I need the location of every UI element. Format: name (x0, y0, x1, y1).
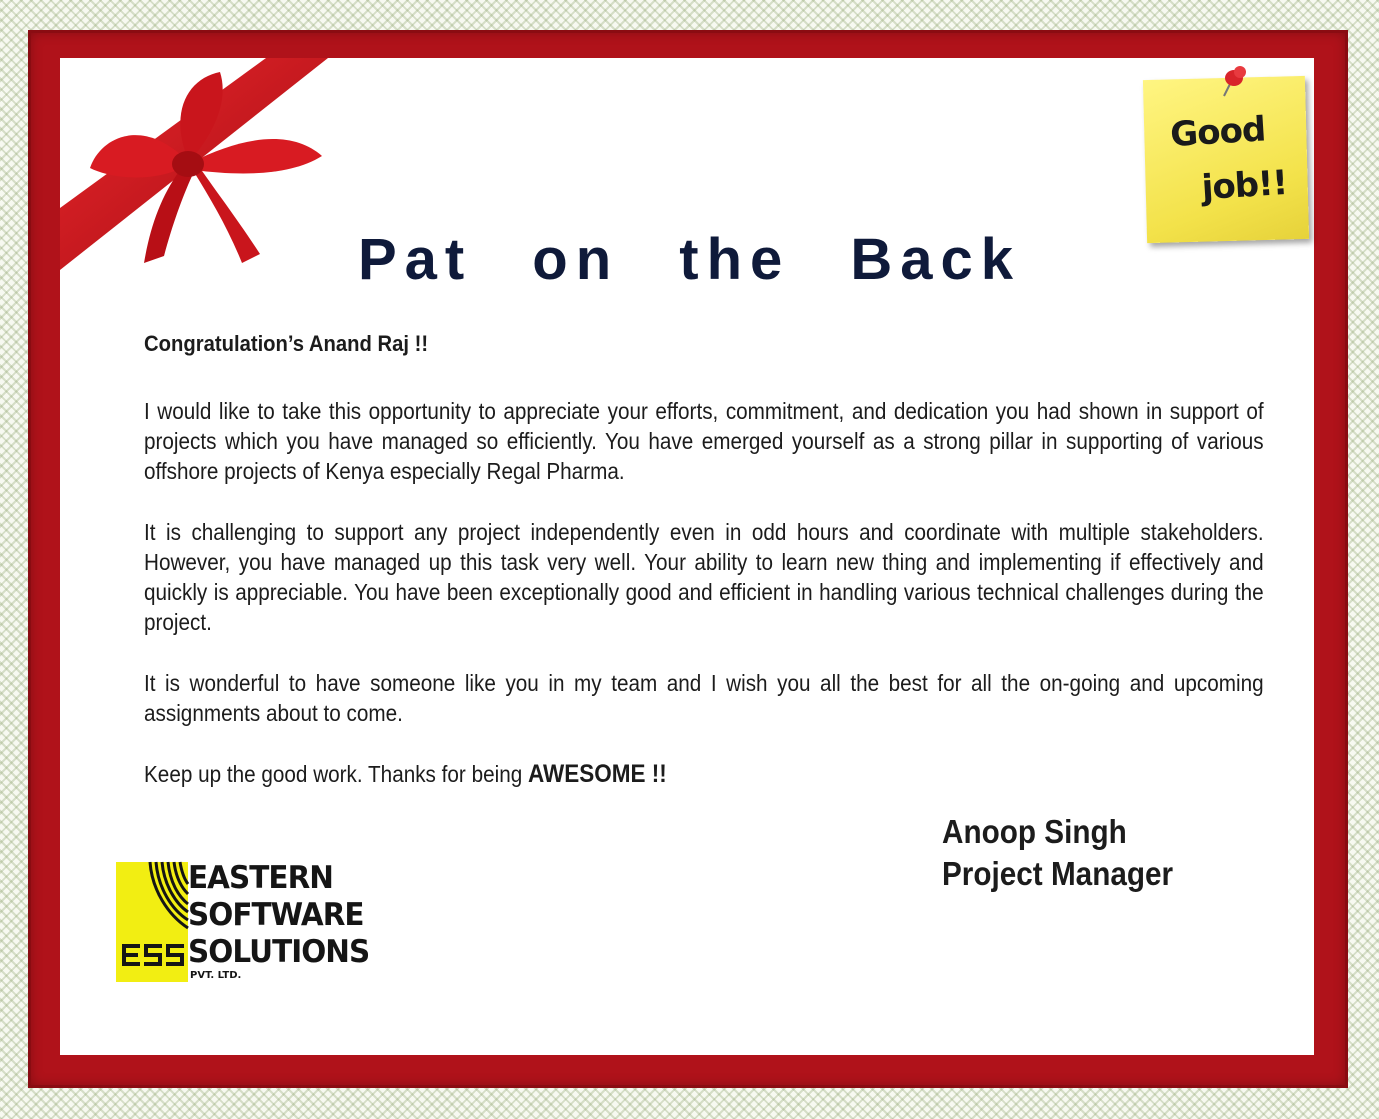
company-logo (116, 860, 388, 984)
signer-role: Project Manager (942, 855, 1174, 892)
logo-suffix: PVT. LTD. (190, 970, 242, 981)
signer-name: Anoop Singh (942, 813, 1127, 850)
pushpin-icon (1218, 64, 1250, 98)
page-title: Pat on the Back (357, 227, 1022, 292)
logo-line-software: SOFTWARE (188, 897, 364, 933)
closing-text: Keep up the good work. Thanks for being (144, 761, 528, 787)
closing-emphasis: AWESOME !! (527, 760, 667, 788)
good-job-sticky-note (1143, 76, 1309, 243)
paragraph-1: I would like to take this opportunity to appreciate your efforts, commitment, and dedication you had shown in support of projects which you have managed so efficiently. You have emerged yourself as a strong pillar in supporting of various offshore projects of Kenya especially Regal Pharma. (144, 398, 1264, 484)
logo-line-solutions: SOLUTIONS (188, 934, 370, 970)
sticky-note-line2: job!! (1200, 162, 1289, 209)
closing-line (144, 759, 667, 789)
logo-line-eastern: EASTERN (188, 860, 334, 896)
greeting: Congratulation’s Anand Raj !! (144, 331, 429, 356)
paragraph-2: It is challenging to support any project independently even in odd hours and coordinate with multiple stakeholders. However, you have managed up this task very well. Your ability to learn new thing and implementing if effectively and quickly is appreciable. You have been exceptionally good and efficient in handling various technical challenges during the project. (144, 519, 1264, 635)
sticky-note-line1: Good (1169, 109, 1267, 156)
paragraph-3: It is wonderful to have someone like you in my team and I wish you all the best for all the on-going and upcoming assignments about to come. (144, 670, 1264, 726)
